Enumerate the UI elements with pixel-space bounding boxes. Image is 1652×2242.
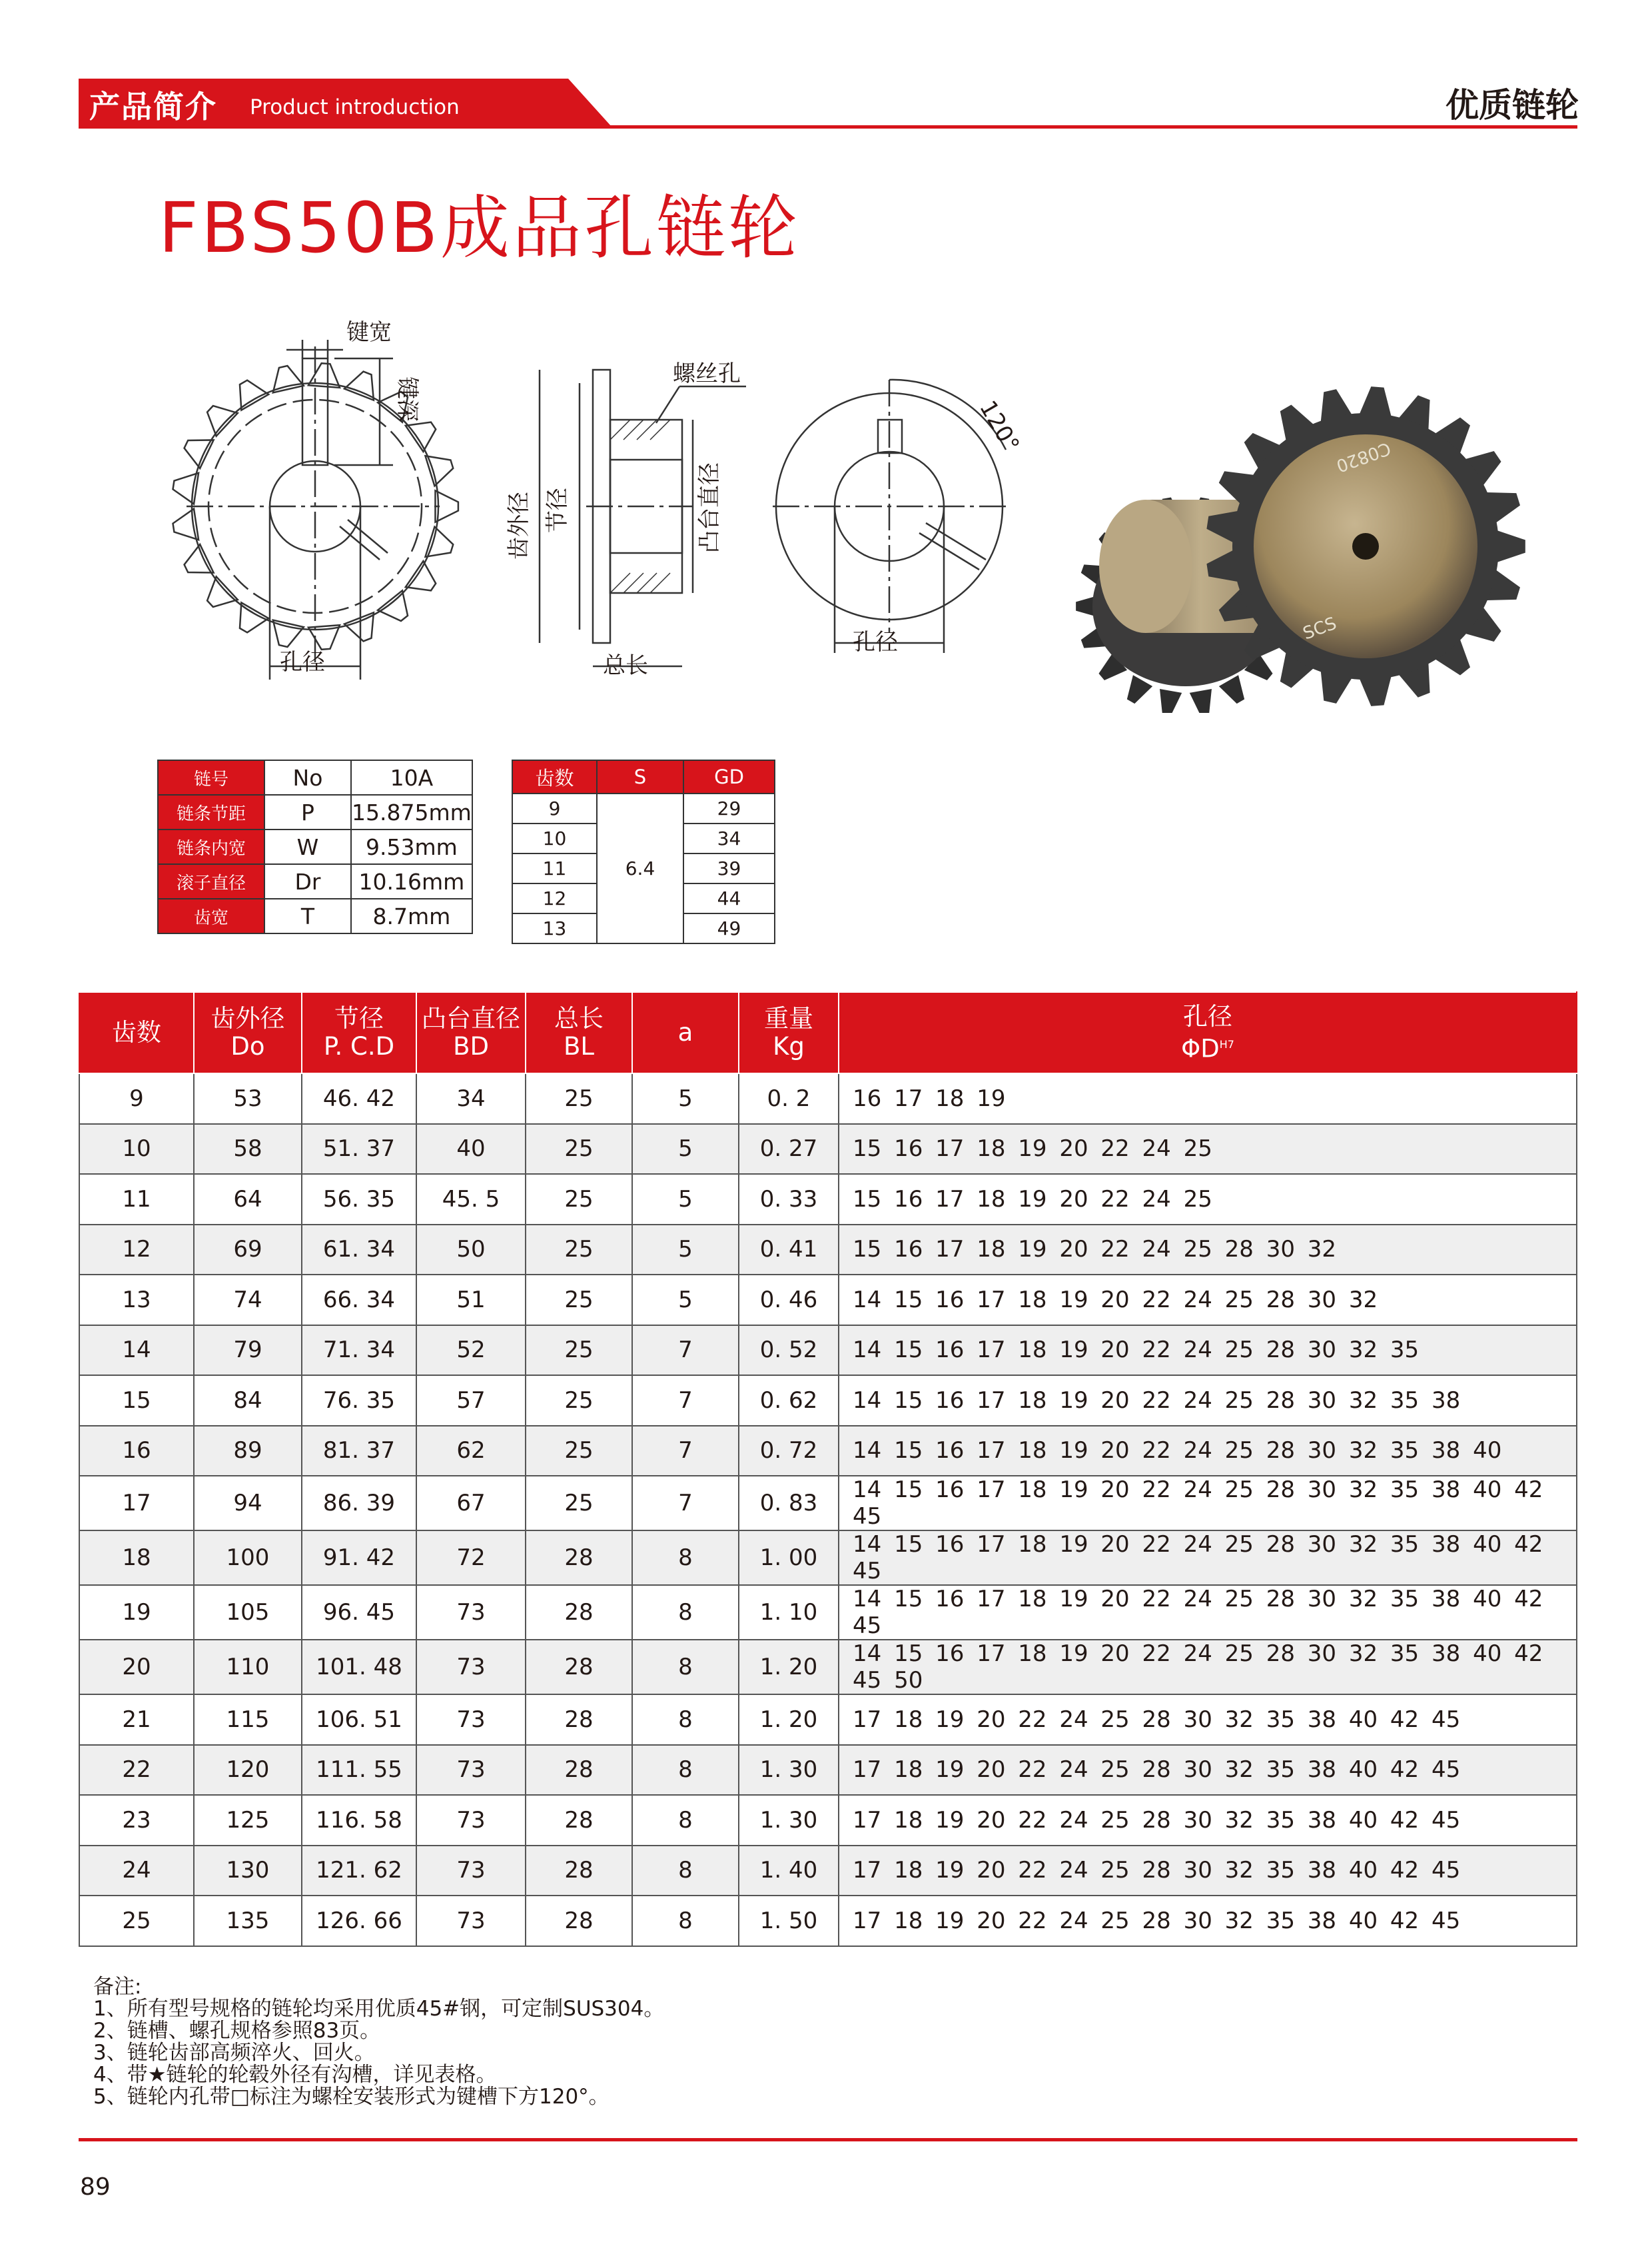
- pcd-cell: 126. 66: [302, 1896, 416, 1946]
- pcd-cell: 96. 45: [302, 1585, 416, 1640]
- a-cell: 8: [632, 1896, 739, 1946]
- bd-cell: 45. 5: [416, 1174, 526, 1225]
- do-cell: 89: [194, 1426, 302, 1476]
- header-category-title: 优质链轮: [1446, 86, 1579, 125]
- bl-cell: 28: [526, 1745, 632, 1796]
- bore-cell: 14 15 16 17 18 19 20 22 24 25 28 30 32 35 38 40 42 45: [839, 1530, 1577, 1585]
- teeth-cell: 10: [79, 1124, 194, 1175]
- bore-cell: 17 18 19 20 22 24 25 28 30 32 35 38 40 42 45: [839, 1795, 1577, 1846]
- teeth-cell: 15: [79, 1375, 194, 1426]
- note-item: 2、链槽、螺孔规格参照83页。: [93, 2019, 381, 2043]
- do-cell: 115: [194, 1694, 302, 1745]
- key-width-label: 键宽: [346, 319, 392, 346]
- weight-cell: 1. 00: [739, 1530, 839, 1585]
- bore-cell: 15 16 17 18 19 20 22 24 25: [839, 1174, 1577, 1225]
- teeth-cell: 20: [79, 1640, 194, 1694]
- bore-cell: 14 15 16 17 18 19 20 22 24 25 28 30 32: [839, 1275, 1577, 1325]
- hub-dimension-table: [512, 760, 775, 944]
- weight-cell: 1. 30: [739, 1795, 839, 1846]
- bore-cell: 16 17 18 19: [839, 1073, 1577, 1124]
- pcd-cell: 86. 39: [302, 1476, 416, 1530]
- bd-cell: 73: [416, 1896, 526, 1946]
- teeth-col-header: 齿数: [512, 760, 597, 794]
- page-title: FBS50B成品孔链轮: [159, 187, 801, 269]
- table-row: [79, 1325, 1577, 1376]
- bore-cell: 15 16 17 18 19 20 22 24 25: [839, 1124, 1577, 1175]
- sprocket-tooth: [378, 590, 408, 621]
- teeth-cell: 9: [512, 794, 597, 824]
- note-item: 3、链轮齿部高频淬火、回火。: [93, 2041, 375, 2065]
- pcd-cell: 56. 35: [302, 1174, 416, 1225]
- chain-spec-row: [158, 760, 472, 795]
- a-cell: 8: [632, 1846, 739, 1896]
- teeth-cell: 14: [79, 1325, 194, 1376]
- gd-col-header: GD: [683, 760, 775, 794]
- bd-cell: 72: [416, 1530, 526, 1585]
- sprocket-tooth: [207, 576, 238, 606]
- bl-cell: 28: [526, 1694, 632, 1745]
- col-header-pcd: 节径 P. C.D: [302, 992, 416, 1073]
- spec-label: 齿宽: [158, 899, 264, 933]
- table-row: [79, 1694, 1577, 1745]
- spec-label: 链条节距: [158, 795, 264, 830]
- teeth-cell: 13: [79, 1275, 194, 1325]
- spec-symbol: W: [264, 830, 351, 864]
- teeth-cell: 19: [79, 1585, 194, 1640]
- weight-cell: 1. 50: [739, 1896, 839, 1946]
- pcd-cell: 81. 37: [302, 1426, 416, 1476]
- a-cell: 8: [632, 1585, 739, 1640]
- spec-label: 滚子直径: [158, 864, 264, 899]
- weight-cell: 0. 2: [739, 1073, 839, 1124]
- do-cell: 94: [194, 1476, 302, 1530]
- bd-cell: 51: [416, 1275, 526, 1325]
- weight-cell: 0. 27: [739, 1124, 839, 1175]
- bl-cell: 28: [526, 1846, 632, 1896]
- bore-cell: 17 18 19 20 22 24 25 28 30 32 35 38 40 42 45: [839, 1846, 1577, 1896]
- a-cell: 8: [632, 1640, 739, 1694]
- total-length-label: 总长: [603, 652, 648, 679]
- weight-cell: 1. 20: [739, 1694, 839, 1745]
- photo-sprocket-tooth: [1494, 530, 1525, 564]
- bl-cell: 28: [526, 1896, 632, 1946]
- col-header-weight: 重量 Kg: [739, 992, 839, 1073]
- weight-cell: 1. 20: [739, 1640, 839, 1694]
- spec-label: 链条内宽: [158, 830, 264, 864]
- weight-cell: 0. 62: [739, 1375, 839, 1426]
- table-row: [79, 1375, 1577, 1426]
- a-cell: 7: [632, 1325, 739, 1376]
- teeth-cell: 17: [79, 1476, 194, 1530]
- bd-cell: 73: [416, 1846, 526, 1896]
- bore-cell: 17 18 19 20 22 24 25 28 30 32 35 38 40 42 45: [839, 1745, 1577, 1796]
- chain-spec-row: [158, 830, 472, 864]
- teeth-cell: 12: [79, 1225, 194, 1275]
- col-header-a: a: [632, 992, 739, 1073]
- pcd-cell: 121. 62: [302, 1846, 416, 1896]
- a-cell: 8: [632, 1694, 739, 1745]
- bd-cell: 62: [416, 1426, 526, 1476]
- bl-cell: 25: [526, 1375, 632, 1426]
- page-number: 89: [80, 2173, 111, 2201]
- weight-cell: 0. 83: [739, 1476, 839, 1530]
- weight-cell: 0. 72: [739, 1426, 839, 1476]
- do-cell: 69: [194, 1225, 302, 1275]
- bore-cell: 14 15 16 17 18 19 20 22 24 25 28 30 32 35: [839, 1325, 1577, 1376]
- do-cell: 135: [194, 1896, 302, 1946]
- footer-divider: [79, 2138, 1577, 2141]
- teeth-cell: 13: [512, 913, 597, 943]
- bd-cell: 73: [416, 1795, 526, 1846]
- bd-cell: 73: [416, 1745, 526, 1796]
- sprocket-tooth: [207, 406, 238, 436]
- bd-cell: 73: [416, 1640, 526, 1694]
- bl-cell: 28: [526, 1530, 632, 1585]
- teeth-cell: 24: [79, 1846, 194, 1896]
- weight-cell: 0. 33: [739, 1174, 839, 1225]
- weight-cell: 1. 10: [739, 1585, 839, 1640]
- table-row: [79, 1426, 1577, 1476]
- pcd-cell: 66. 34: [302, 1275, 416, 1325]
- bl-cell: 25: [526, 1275, 632, 1325]
- bd-cell: 34: [416, 1073, 526, 1124]
- teeth-cell: 18: [79, 1530, 194, 1585]
- weight-cell: 0. 46: [739, 1275, 839, 1325]
- bore-cell: 15 16 17 18 19 20 22 24 25 28 30 32: [839, 1225, 1577, 1275]
- table-row: [79, 1124, 1577, 1175]
- bore-cell: 14 15 16 17 18 19 20 22 24 25 28 30 32 35 38 40 42 45 50: [839, 1640, 1577, 1694]
- do-cell: 100: [194, 1530, 302, 1585]
- bd-cell: 67: [416, 1476, 526, 1530]
- table-row: [79, 1846, 1577, 1896]
- pcd-cell: 46. 42: [302, 1073, 416, 1124]
- do-cell: 84: [194, 1375, 302, 1426]
- do-cell: 58: [194, 1124, 302, 1175]
- side-view-drawing: [506, 360, 746, 679]
- table-row: [79, 1745, 1577, 1796]
- table-row: [79, 1275, 1577, 1325]
- chain-spec-row: [158, 864, 472, 899]
- spec-symbol: P: [264, 795, 351, 830]
- table-row: [79, 1640, 1577, 1694]
- bore-cell: 17 18 19 20 22 24 25 28 30 32 35 38 40 42 45: [839, 1896, 1577, 1946]
- s-value-cell: 6.4: [597, 794, 683, 943]
- pcd-cell: 76. 35: [302, 1375, 416, 1426]
- teeth-cell: 11: [512, 853, 597, 883]
- bore-cell: 14 15 16 17 18 19 20 22 24 25 28 30 32 35 38 40: [839, 1426, 1577, 1476]
- note-item: 5、链轮内孔带□标注为螺栓安装形式为键槽下方120°。: [93, 2085, 610, 2109]
- technical-drawings: [160, 306, 1039, 706]
- spec-value: 15.875mm: [351, 795, 472, 830]
- note-item: 4、带★链轮的轮毂外径有沟槽，详见表格。: [93, 2063, 497, 2087]
- bl-cell: 25: [526, 1124, 632, 1175]
- table-row: [79, 1073, 1577, 1124]
- table-row: [79, 1585, 1577, 1640]
- header-section-cn: 产品简介: [89, 89, 217, 125]
- teeth-cell: 11: [79, 1174, 194, 1225]
- do-cell: 79: [194, 1325, 302, 1376]
- do-cell: 64: [194, 1174, 302, 1225]
- a-cell: 5: [632, 1275, 739, 1325]
- pcd-cell: 71. 34: [302, 1325, 416, 1376]
- key-depth-label: 键深: [394, 376, 420, 422]
- end-view-drawing: [773, 380, 1025, 656]
- a-cell: 5: [632, 1073, 739, 1124]
- pcd-cell: 116. 58: [302, 1795, 416, 1846]
- table-row: [79, 1476, 1577, 1530]
- gd-cell: 49: [683, 913, 775, 943]
- s-col-header: S: [597, 760, 683, 794]
- weight-cell: 0. 52: [739, 1325, 839, 1376]
- spec-symbol: T: [264, 899, 351, 933]
- bd-cell: 73: [416, 1694, 526, 1745]
- bore-cell: 14 15 16 17 18 19 20 22 24 25 28 30 32 35 38 40 42 45: [839, 1476, 1577, 1530]
- col-header-bore: 孔径 $\Phi D^{H7}$: [839, 992, 1577, 1073]
- pcd-cell: 51. 37: [302, 1124, 416, 1175]
- bl-cell: 28: [526, 1795, 632, 1846]
- teeth-cell: 23: [79, 1795, 194, 1846]
- teeth-cell: 25: [79, 1896, 194, 1946]
- do-cell: 53: [194, 1073, 302, 1124]
- bl-cell: 28: [526, 1640, 632, 1694]
- gd-cell: 39: [683, 853, 775, 883]
- teeth-cell: 21: [79, 1694, 194, 1745]
- bore-cell: 14 15 16 17 18 19 20 22 24 25 28 30 32 35 38 40 42 45: [839, 1585, 1577, 1640]
- a-cell: 5: [632, 1225, 739, 1275]
- a-cell: 5: [632, 1174, 739, 1225]
- do-cell: 125: [194, 1795, 302, 1846]
- do-cell: 130: [194, 1846, 302, 1896]
- chain-spec-table: [157, 760, 473, 934]
- bore-label-side: 孔径: [853, 629, 898, 656]
- product-photo: [1072, 380, 1539, 713]
- pcd-cell: 91. 42: [302, 1530, 416, 1585]
- photo-sprocket-tooth: [1160, 689, 1182, 713]
- a-cell: 5: [632, 1124, 739, 1175]
- bl-cell: 25: [526, 1426, 632, 1476]
- teeth-cell: 9: [79, 1073, 194, 1124]
- table-row: [79, 1795, 1577, 1846]
- bl-cell: 25: [526, 1476, 632, 1530]
- do-cell: 74: [194, 1275, 302, 1325]
- teeth-cell: 10: [512, 824, 597, 853]
- photo-engraving-b: C0820: [1333, 437, 1394, 476]
- hub-dimension-row: [512, 794, 775, 824]
- bl-cell: 28: [526, 1585, 632, 1640]
- spec-value: 8.7mm: [351, 899, 472, 933]
- sprocket-spec-table: [79, 991, 1577, 1947]
- col-header-do: 齿外径 Do: [194, 992, 302, 1073]
- bd-cell: 57: [416, 1375, 526, 1426]
- table-row: [79, 1530, 1577, 1585]
- teeth-cell: 16: [79, 1426, 194, 1476]
- weight-cell: 0. 41: [739, 1225, 839, 1275]
- pcd-cell: 61. 34: [302, 1225, 416, 1275]
- bore-label-front: 孔径: [280, 649, 325, 676]
- header-divider: [79, 125, 1577, 129]
- spec-label: 链号: [158, 760, 264, 795]
- do-cell: 105: [194, 1585, 302, 1640]
- angle-label: 120°: [974, 396, 1025, 457]
- bore-cell: 14 15 16 17 18 19 20 22 24 25 28 30 32 35 38: [839, 1375, 1577, 1426]
- bl-cell: 25: [526, 1174, 632, 1225]
- gd-cell: 29: [683, 794, 775, 824]
- pcd-cell: 106. 51: [302, 1694, 416, 1745]
- pcd-cell: 111. 55: [302, 1745, 416, 1796]
- col-header-teeth: 齿数: [79, 992, 194, 1073]
- spec-value: 10A: [351, 760, 472, 795]
- gd-cell: 44: [683, 883, 775, 913]
- weight-cell: 1. 30: [739, 1745, 839, 1796]
- front-view-drawing: [173, 319, 458, 680]
- spec-value: 9.53mm: [351, 830, 472, 864]
- spec-symbol: Dr: [264, 864, 351, 899]
- notes-section: [93, 1976, 664, 2108]
- table-row: [79, 1174, 1577, 1225]
- bd-cell: 50: [416, 1225, 526, 1275]
- hub-diameter-label: 凸台直径: [696, 462, 723, 553]
- pcd-cell: 101. 48: [302, 1640, 416, 1694]
- spec-symbol: No: [264, 760, 351, 795]
- bl-cell: 25: [526, 1225, 632, 1275]
- chain-spec-row: [158, 899, 472, 933]
- note-item: 1、所有型号规格的链轮均采用优质45#钢，可定制SUS304。: [93, 1997, 665, 2021]
- gd-cell: 34: [683, 824, 775, 853]
- bd-cell: 40: [416, 1124, 526, 1175]
- do-cell: 120: [194, 1745, 302, 1796]
- spec-value: 10.16mm: [351, 864, 472, 899]
- col-header-bl: 总长 BL: [526, 992, 632, 1073]
- a-cell: 8: [632, 1795, 739, 1846]
- table-row: [79, 1896, 1577, 1946]
- bl-cell: 25: [526, 1073, 632, 1124]
- a-cell: 8: [632, 1745, 739, 1796]
- bd-cell: 52: [416, 1325, 526, 1376]
- weight-cell: 1. 40: [739, 1846, 839, 1896]
- bore-cell: 17 18 19 20 22 24 25 28 30 32 35 38 40 42 45: [839, 1694, 1577, 1745]
- col-header-bd: 凸台直径 BD: [416, 992, 526, 1073]
- a-cell: 7: [632, 1476, 739, 1530]
- bl-cell: 25: [526, 1325, 632, 1376]
- screw-hole-label: 螺丝孔: [673, 360, 741, 387]
- a-cell: 8: [632, 1530, 739, 1585]
- pitch-diameter-label: 节径: [544, 488, 571, 533]
- a-cell: 7: [632, 1426, 739, 1476]
- teeth-cell: 22: [79, 1745, 194, 1796]
- table-row: [79, 1225, 1577, 1275]
- a-cell: 7: [632, 1375, 739, 1426]
- tip-diameter-label: 齿外径: [506, 492, 532, 560]
- teeth-cell: 12: [512, 883, 597, 913]
- photo-sprocket-tooth: [1190, 689, 1212, 713]
- notes-title: 备注:: [93, 1975, 142, 1999]
- header-section-en: Product introduction: [250, 95, 460, 119]
- do-cell: 110: [194, 1640, 302, 1694]
- chain-spec-row: [158, 795, 472, 830]
- photo-engraving-a: SCS: [1300, 613, 1340, 644]
- bd-cell: 73: [416, 1585, 526, 1640]
